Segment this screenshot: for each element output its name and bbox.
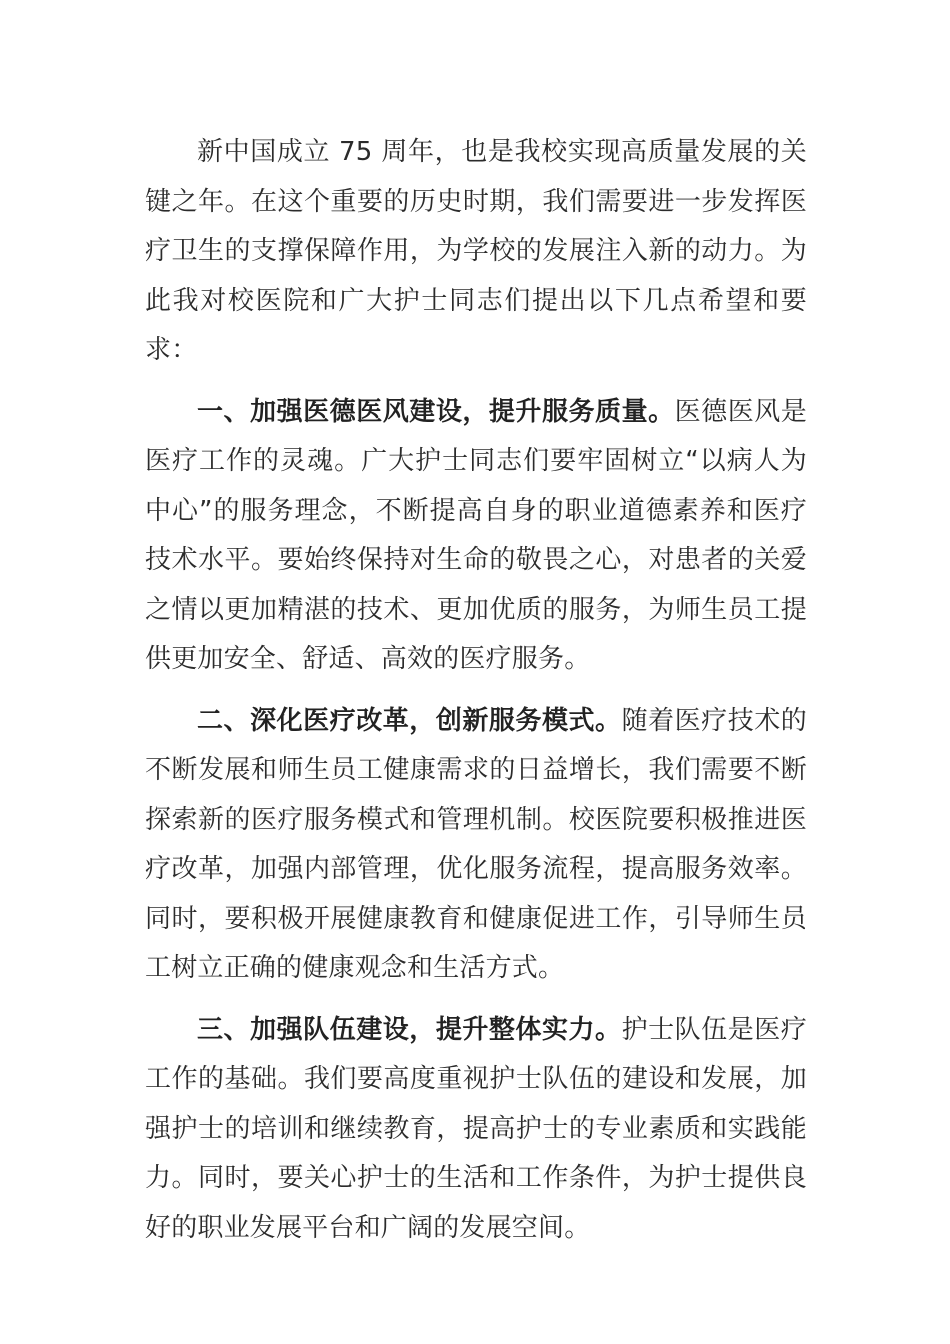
section-three-paragraph	[145, 1006, 807, 1254]
section-two-paragraph	[145, 697, 807, 994]
section-three-heading: 三、加强队伍建设，提升整体实力。	[197, 1014, 622, 1045]
intro-text: 新中国成立 75 周年，也是我校实现高质量发展的关键之年。在这个重要的历史时期，我们需要进一步发挥医疗卫生的支撑保障作用，为学校的发展注入新的动力。为此我对校医院和广大护士同志们提出以下几点希望和要求：	[145, 137, 807, 365]
section-one-paragraph	[145, 388, 807, 685]
section-one-heading: 一、加强医德医风建设，提升服务质量。	[197, 396, 675, 427]
intro-paragraph	[145, 128, 807, 376]
section-two-heading: 二、深化医疗改革，创新服务模式。	[197, 705, 622, 736]
section-one-text: 医德医风是医疗工作的灵魂。广大护士同志们要牢固树立“以病人为中心”的服务理念，不断提高自身的职业道德素养和医疗技术水平。要始终保持对生命的敬畏之心，对患者的关爱之情以更加精湛的技术、更加优质的服务，为师生员工提供更加安全、舒适、高效的医疗服务。	[145, 396, 807, 674]
section-two-text: 随着医疗技术的不断发展和师生员工健康需求的日益增长，我们需要不断探索新的医疗服务模式和管理机制。校医院要积极推进医疗改革，加强内部管理，优化服务流程，提高服务效率。同时，要积极开展健康教育和健康促进工作，引导师生员工树立正确的健康观念和生活方式。	[145, 705, 807, 983]
document-body	[145, 128, 807, 1265]
section-three-text: 护士队伍是医疗工作的基础。我们要高度重视护士队伍的建设和发展，加强护士的培训和继续教育，提高护士的专业素质和实践能力。同时，要关心护士的生活和工作条件，为护士提供良好的职业发展平台和广阔的发展空间。	[145, 1014, 807, 1243]
